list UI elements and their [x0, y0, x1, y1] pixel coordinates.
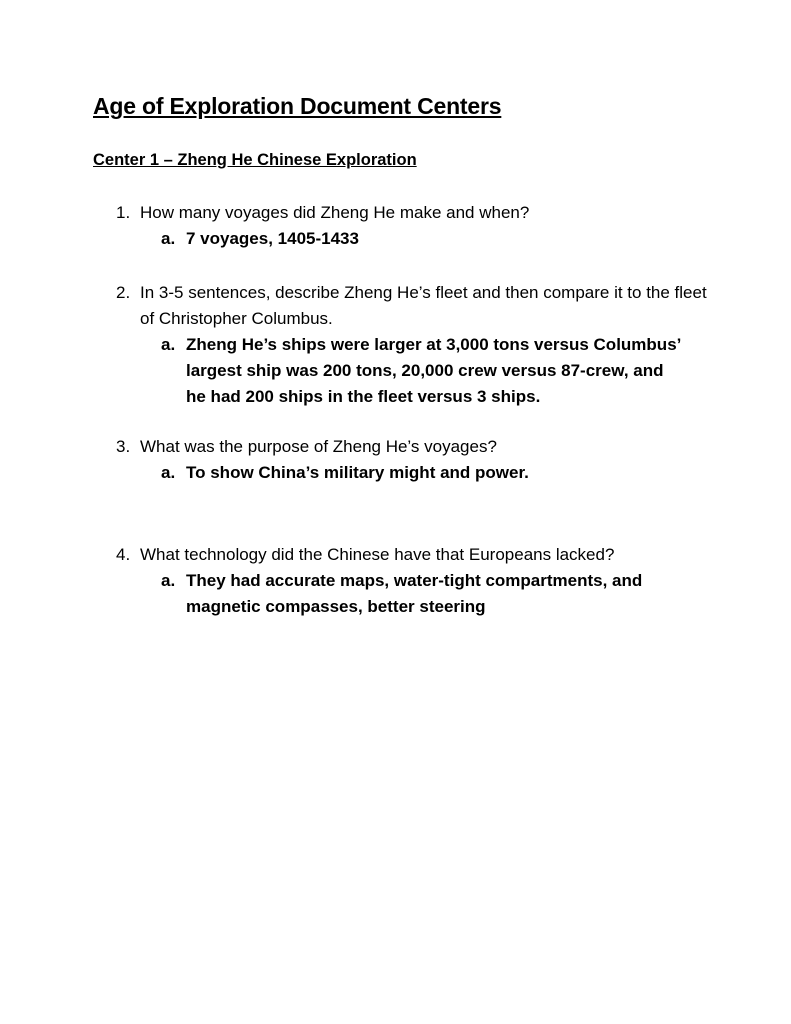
- question-text: What was the purpose of Zheng He’s voyages?: [140, 437, 497, 456]
- answer-text: 7 voyages, 1405-1433: [186, 229, 359, 248]
- center-heading: Center 1 – Zheng He Chinese Exploration: [93, 151, 417, 169]
- answer-letter: a.: [161, 571, 176, 590]
- question-number: 3.: [116, 437, 131, 456]
- document-title: Age of Exploration Document Centers: [93, 93, 502, 119]
- question-text: How many voyages did Zheng He make and when?: [140, 203, 530, 222]
- answer-text: Zheng He’s ships were larger at 3,000 tons versus Columbus’ largest ship was 200 tons, 20,000 crew versus 87-crew, and he had 200 ships in the fleet versus 3 ships.: [186, 335, 681, 406]
- question-text: What technology did the Chinese have that Europeans lacked?: [140, 545, 615, 564]
- question-number: 2.: [116, 283, 131, 302]
- answer-letter: a.: [161, 335, 176, 354]
- question-number: 4.: [116, 545, 131, 564]
- answer-letter: a.: [161, 463, 176, 482]
- answer-text: To show China’s military might and power.: [186, 463, 529, 482]
- question-number: 1.: [116, 203, 131, 222]
- question-text: In 3-5 sentences, describe Zheng He’s fleet and then compare it to the fleet of Christopher Columbus.: [140, 283, 707, 328]
- answer-letter: a.: [161, 229, 176, 248]
- answer-text: They had accurate maps, water-tight compartments, and magnetic compasses, better steering: [186, 571, 643, 616]
